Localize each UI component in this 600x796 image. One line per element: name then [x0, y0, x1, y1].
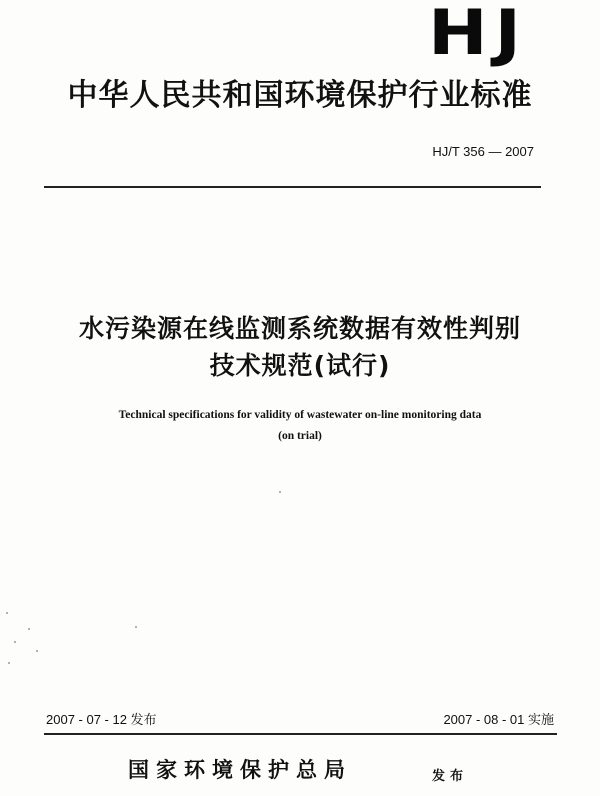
scan-speck [28, 628, 30, 630]
scan-speck [279, 491, 281, 493]
document-title-en [0, 405, 600, 447]
implementation-date: 2007 - 08 - 01 实施 [443, 712, 554, 727]
issue-date: 2007 - 07 - 12 发布 [46, 712, 157, 727]
title-en-line-2: (on trial) [278, 430, 322, 442]
scan-speck [6, 612, 8, 614]
title-cn-line-1: 水污染源在线监测系统数据有效性判别 [78, 314, 521, 343]
scan-speck [8, 662, 10, 664]
title-en-line-1: Technical specifications for validity of wastewater on-line monitoring data [118, 409, 482, 421]
organization-title: 中华人民共和国环境保护行业标准 [67, 78, 533, 113]
scan-speck [36, 650, 38, 652]
footer-divider [44, 733, 557, 735]
scan-speck [14, 641, 16, 643]
hj-logo: HJ [427, 0, 528, 69]
publisher-name: 国家环境保护总局 [128, 758, 352, 782]
scan-speck [135, 626, 137, 628]
title-cn-line-2: 技术规范(试行) [209, 351, 391, 380]
publish-label: 发布 [432, 769, 469, 784]
document-title-cn [0, 310, 600, 384]
standard-code: HJ/T 356 — 2007 [432, 144, 534, 159]
header-divider [44, 186, 541, 188]
